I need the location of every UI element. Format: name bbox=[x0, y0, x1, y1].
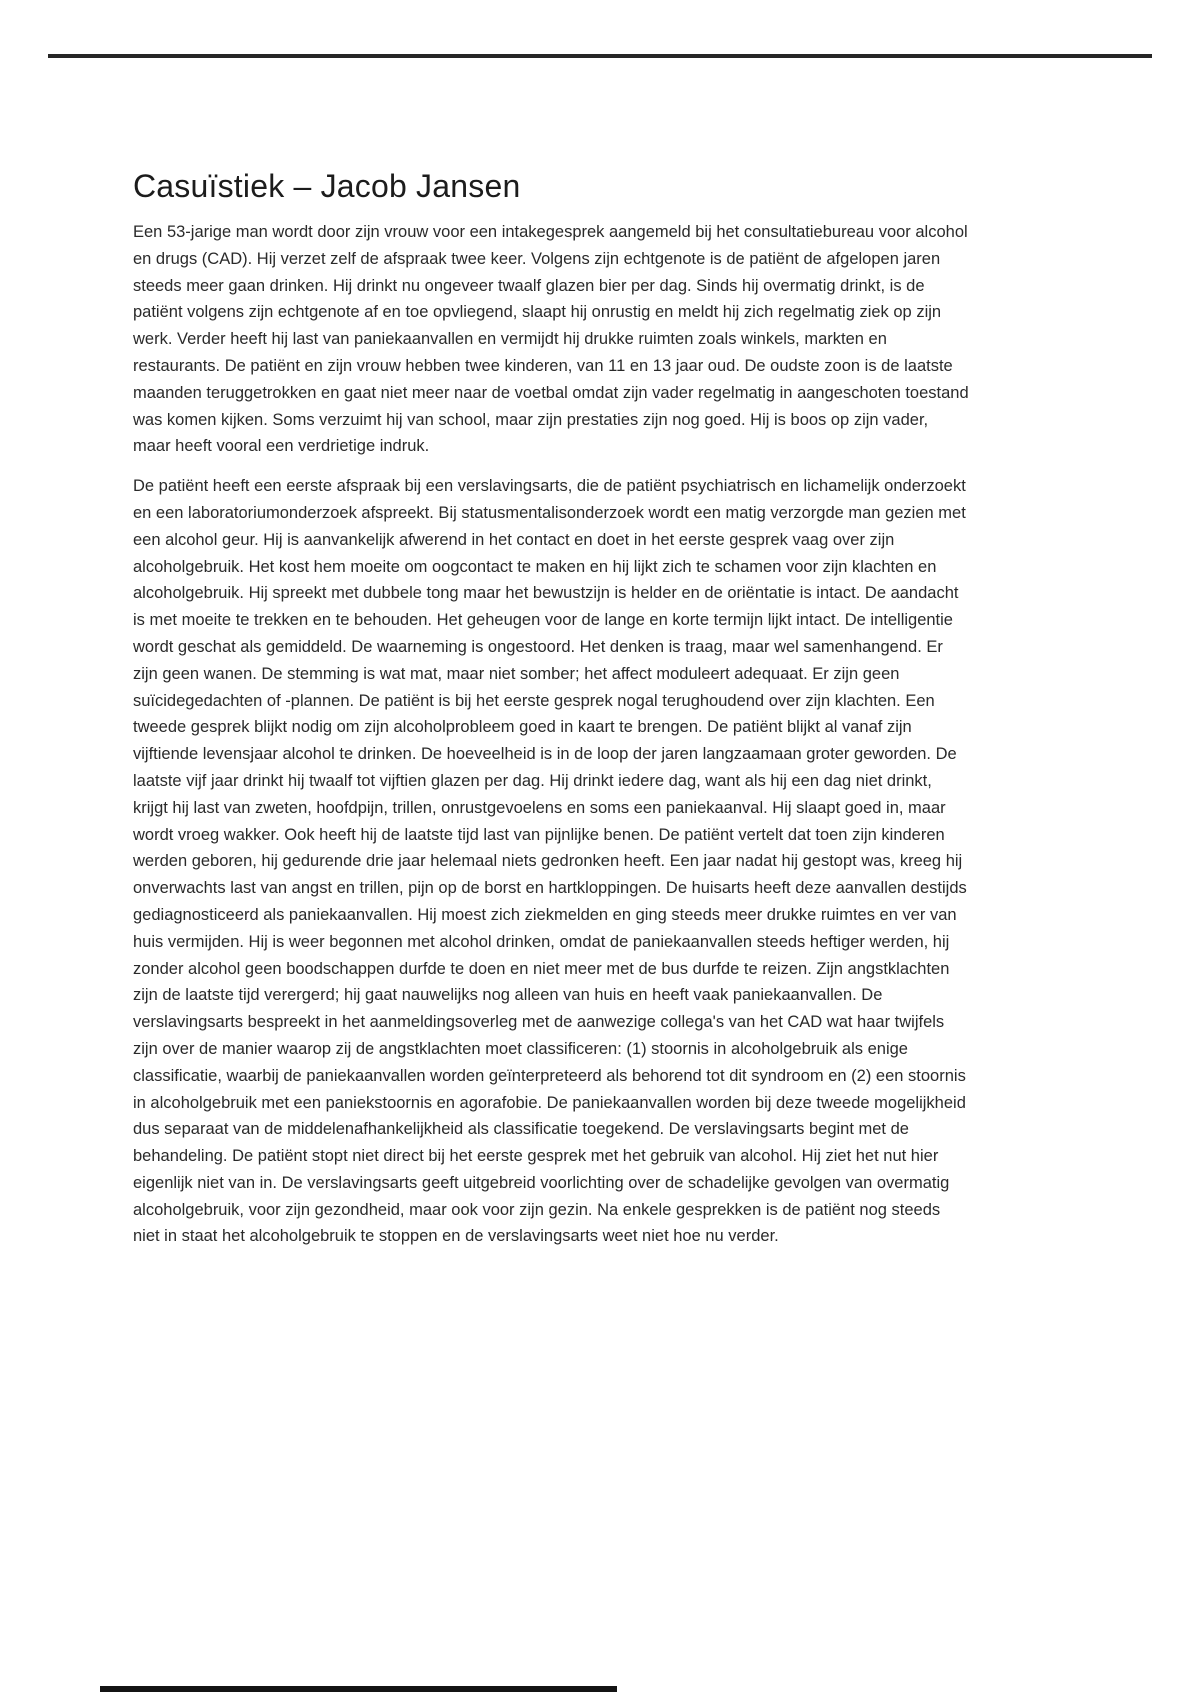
body-paragraph-1: Een 53-jarige man wordt door zijn vrouw voor een intakegesprek aangemeld bij het consultatiebureau voor alcohol en drugs (CAD). Hij verzet zelf de afspraak twee keer. Volgens zijn echtgenote is de patiënt de afgelopen jaren steeds meer gaan drinken. Hij drinkt nu ongeveer twaalf glazen bier per dag. Sinds hij overmatig drinkt, is de patiënt volgens zijn echtgenote af en toe opvliegend, slaapt hij onrustig en meldt hij zich regelmatig ziek op zijn werk. Verder heeft hij last van paniekaanvallen en vermijdt hij drukke ruimten zoals winkels, markten en restaurants. De patiënt en zijn vrouw hebben twee kinderen, van 11 en 13 jaar oud. De oudste zoon is de laatste maanden teruggetrokken en gaat niet meer naar de voetbal omdat zijn vader regelmatig in aangeschoten toestand was komen kijken. Soms verzuimt hij van school, maar zijn prestaties zijn nog goed. Hij is boos op zijn vader, maar heeft vooral een verdrietige indruk. bbox=[133, 223, 969, 456]
body-paragraph-2: De patiënt heeft een eerste afspraak bij een verslavingsarts, die de patiënt psychiatrisch en lichamelijk onderzoekt en een laboratoriumonderzoek afspreekt. Bij statusmentalisonderzoek wordt een matig verzorgde man gezien met een alcohol geur. Hij is aanvankelijk afwerend in het contact en doet in het eerste gesprek vaag over zijn alcoholgebruik. Het kost hem moeite om oogcontact te maken en hij lijkt zich te schamen voor zijn klachten en alcoholgebruik. Hij spreekt met dubbele tong maar het bewustzijn is helder en de oriëntatie is intact. De aandacht is met moeite te trekken en te behouden. Het geheugen voor de lange en korte termijn lijkt intact. De intelligentie wordt geschat als gemiddeld. De waarneming is ongestoord. Het denken is traag, maar wel samenhangend. Er zijn geen wanen. De stemming is wat mat, maar niet somber; het affect moduleert adequaat. Er zijn geen suïcidegedachten of -plannen. De patiënt is bij het eerste gesprek nogal terughoudend over zijn klachten. Een tweede gesprek blijkt nodig om zijn alcoholprobleem goed in kaart te brengen. De patiënt blijkt al vanaf zijn vijftiende levensjaar alcohol te drinken. De hoeveelheid is in de loop der jaren langzaamaan groter geworden. De laatste vijf jaar drinkt hij twaalf tot vijftien glazen per dag. Hij drinkt iedere dag, want als hij een dag niet drinkt, krijgt hij last van zweten, hoofdpijn, trillen, onrustgevoelens en soms een paniekaanval. Hij slaapt goed in, maar wordt vroeg wakker. Ook heeft hij de laatste tijd last van pijnlijke benen. De patiënt vertelt dat toen zijn kinderen werden geboren, hij gedurende drie jaar helemaal niets gedronken heeft. Een jaar nadat hij gestopt was, kreeg hij onverwachts last van angst en trillen, pijn op de borst en hartkloppingen. De huisarts heeft deze aanvallen destijds gediagnosticeerd als paniekaanvallen. Hij moest zich ziekmelden en ging steeds meer drukke ruimtes en ver van huis vermijden. Hij is weer begonnen met alcohol drinken, omdat de paniekaanvallen steeds heftiger werden, hij zonder alcohol geen boodschappen durfde te doen en niet meer met de bus durfde te reizen. Zijn angstklachten zijn de laatste tijd verergerd; hij gaat nauwelijks nog alleen van huis en heeft vaak paniekaanvallen. De verslavingsarts bespreekt in het aanmeldingsoverleg met de aanwezige collega's van het CAD wat haar twijfels zijn over de manier waarop zij de angstklachten moet classificeren: (1) stoornis in alcoholgebruik als enige classificatie, waarbij de paniekaanvallen worden geïnterpreteerd als behorend tot dit syndroom en (2) een stoornis in alcoholgebruik met een paniekstoornis en agorafobie. De paniekaanvallen worden bij deze tweede mogelijkheid dus separaat van de middelenafhankelijkheid als classificatie toegekend. De verslavingsarts begint met de behandeling. De patiënt stopt niet direct bij het eerste gesprek met het gebruik van alcohol. Hij ziet het nut hier eigenlijk niet van in. De verslavingsarts geeft uitgebreid voorlichting over de schadelijke gevolgen van overmatig alcoholgebruik, voor zijn gezondheid, maar ook voor zijn gezin. Na enkele gesprekken is de patiënt nog steeds niet in staat het alcoholgebruik te stoppen en de verslavingsarts weet niet hoe nu verder. bbox=[133, 477, 967, 1246]
document-content bbox=[133, 168, 969, 1263]
page-title: Casuïstiek – Jacob Jansen bbox=[133, 168, 521, 204]
bottom-horizontal-rule bbox=[100, 1686, 617, 1692]
top-horizontal-rule bbox=[48, 54, 1152, 58]
